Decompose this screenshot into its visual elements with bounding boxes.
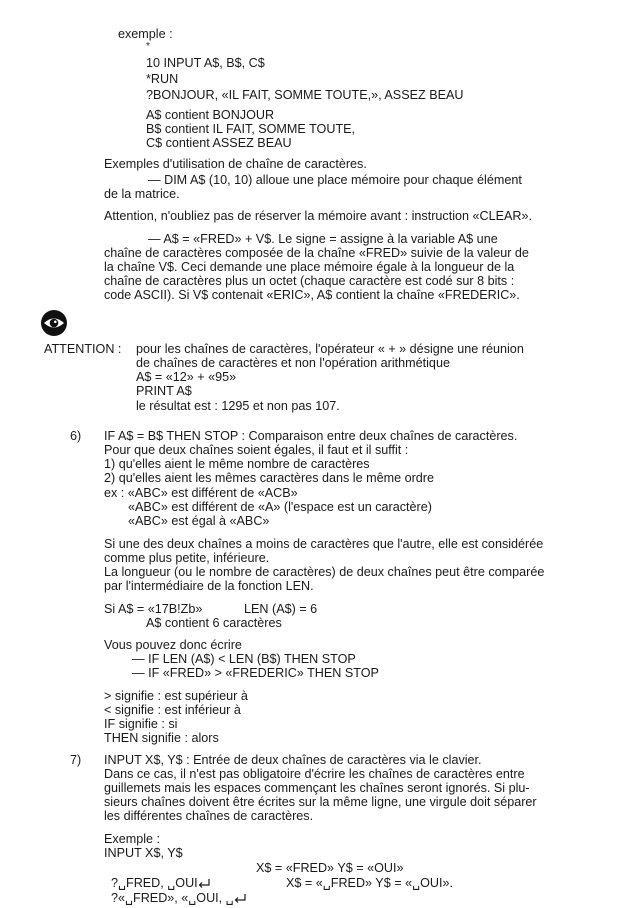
len-value: LEN (A$) = 6 <box>244 602 318 616</box>
attention-line-1: pour les chaînes de caractères, l'opérateur « + » désigne une réunion <box>136 342 524 356</box>
symbol-line-4: THEN signifie : alors <box>104 731 219 745</box>
usage-title: Exemples d'utilisation de chaîne de caractères. <box>104 157 367 171</box>
comparison-para-2: comme plus petite, inférieure. <box>104 551 270 565</box>
section-7-para-4: les différentes chaînes de caractères. <box>104 809 314 823</box>
example-2-input-1-text: ?␣FRED, ␣OUI <box>111 875 198 890</box>
concat-line-5: code ASCII). Si V$ contenait «ERIC», A$ contient la chaîne «FREDERIC». <box>104 288 520 302</box>
example-2-input-2 <box>104 876 246 905</box>
section-6-number: 6) <box>70 429 82 443</box>
section-6-line-5: «ABC» est différent de «A» (l'espace est un caractère) <box>128 500 432 514</box>
len-note: A$ contient 6 caractères <box>146 616 282 630</box>
comparison-para-1: Si une des deux chaînes a moins de caractères que l'autre, elle est considérée <box>104 537 544 551</box>
code-input-line: 10 INPUT A$, B$, C$ <box>146 56 265 70</box>
section-6-line-6: «ABC» est égal à «ABC» <box>128 514 270 528</box>
dim-line-2: de la matrice. <box>104 187 180 201</box>
code-run-line: *RUN <box>146 72 179 86</box>
attention-label: ATTENTION : <box>44 342 122 356</box>
section-6-line-2: 1) qu'elles aient le même nombre de caractères <box>104 457 370 471</box>
symbol-line-2: < signifie : est inférieur à <box>104 703 241 717</box>
example-2-result-2: X$ = «␣FRED» Y$ = «␣OUI». <box>286 876 453 890</box>
section-6-line-1: Pour que deux chaînes soient égales, il faut et il suffit : <box>104 443 409 457</box>
section-7-number: 7) <box>70 753 82 767</box>
section-6-line-3: 2) qu'elles aient les mêmes caractères dans le même ordre <box>104 471 434 485</box>
write-intro: Vous pouvez donc écrire <box>104 638 242 652</box>
return-key-icon <box>234 894 246 903</box>
len-example: Si A$ = «17B!Zb» <box>104 602 203 616</box>
concat-line-3: la chaîne V$. Ceci demande une place mémoire égale à la longueur de la <box>104 260 515 274</box>
clear-note: Attention, n'oubliez pas de réserver la mémoire avant : instruction «CLEAR». <box>104 209 533 223</box>
write-line-2: — IF «FRED» > «FREDERIC» THEN STOP <box>132 666 379 680</box>
example-2-label: Exemple : <box>104 832 160 846</box>
section-7-heading: INPUT X$, Y$ : Entrée de deux chaînes de caractères via le clavier. <box>104 753 482 767</box>
example-2-result-1: X$ = «FRED» Y$ = «OUI» <box>256 861 404 875</box>
attention-line-2: de chaînes de caractères et non l'opération arithmétique <box>136 356 450 370</box>
example-label: exemple : <box>118 27 173 41</box>
asterisk-marker: * <box>146 41 150 52</box>
eye-warning-icon <box>40 309 68 337</box>
attention-line-4: PRINT A$ <box>136 384 192 398</box>
result-c-line: C$ contient ASSEZ BEAU <box>146 136 292 150</box>
section-6-line-4: ex : «ABC» est différent de «ACB» <box>104 486 298 500</box>
symbol-line-1: > signifie : est supérieur à <box>104 689 248 703</box>
result-b-line: B$ contient IL FAIT, SOMME TOUTE, <box>146 122 356 136</box>
concat-line-1: — A$ = «FRED» + V$. Le signe = assigne à la variable A$ une <box>148 232 498 246</box>
example-2-code: INPUT X$, Y$ <box>104 846 183 860</box>
section-7-para-2: guillemets mais les espaces commençant les chaînes seront ignorés. Si plu- <box>104 781 530 795</box>
dim-line-1: — DIM A$ (10, 10) alloue une place mémoire pour chaque élément <box>148 173 522 187</box>
section-7-para-1: Dans ce cas, il n'est pas obligatoire d'écrire les chaînes de caractères entre <box>104 767 525 781</box>
section-6-heading: IF A$ = B$ THEN STOP : Comparaison entre deux chaînes de caractères. <box>104 429 518 443</box>
example-2-input-2-text: ?«␣FRED», «␣OUI, ␣ <box>111 890 234 905</box>
write-line-1: — IF LEN (A$) < LEN (B$) THEN STOP <box>132 652 356 666</box>
concat-line-4: chaîne de caractères plus un octet (chaque caractère est codé sur 8 bits : <box>104 274 515 288</box>
section-7-para-3: sieurs chaînes doivent être écrites sur la même ligne, une virgule doit séparer <box>104 795 537 809</box>
comparison-para-4: par l'intermédiaire de la fonction LEN. <box>104 579 314 593</box>
symbol-line-3: IF signifie : si <box>104 717 178 731</box>
code-answer-line: ?BONJOUR, «IL FAIT, SOMME TOUTE,», ASSEZ BEAU <box>146 88 464 102</box>
attention-line-3: A$ = «12» + «95» <box>136 370 237 384</box>
comparison-para-3: La longueur (ou le nombre de caractères) de deux chaînes peut être comparée <box>104 565 545 579</box>
result-a-line: A$ contient BONJOUR <box>146 108 275 122</box>
concat-line-2: chaîne de caractères composée de la chaîne «FRED» suivie de la valeur de <box>104 246 529 260</box>
attention-line-5: le résultat est : 1295 et non pas 107. <box>136 399 340 413</box>
